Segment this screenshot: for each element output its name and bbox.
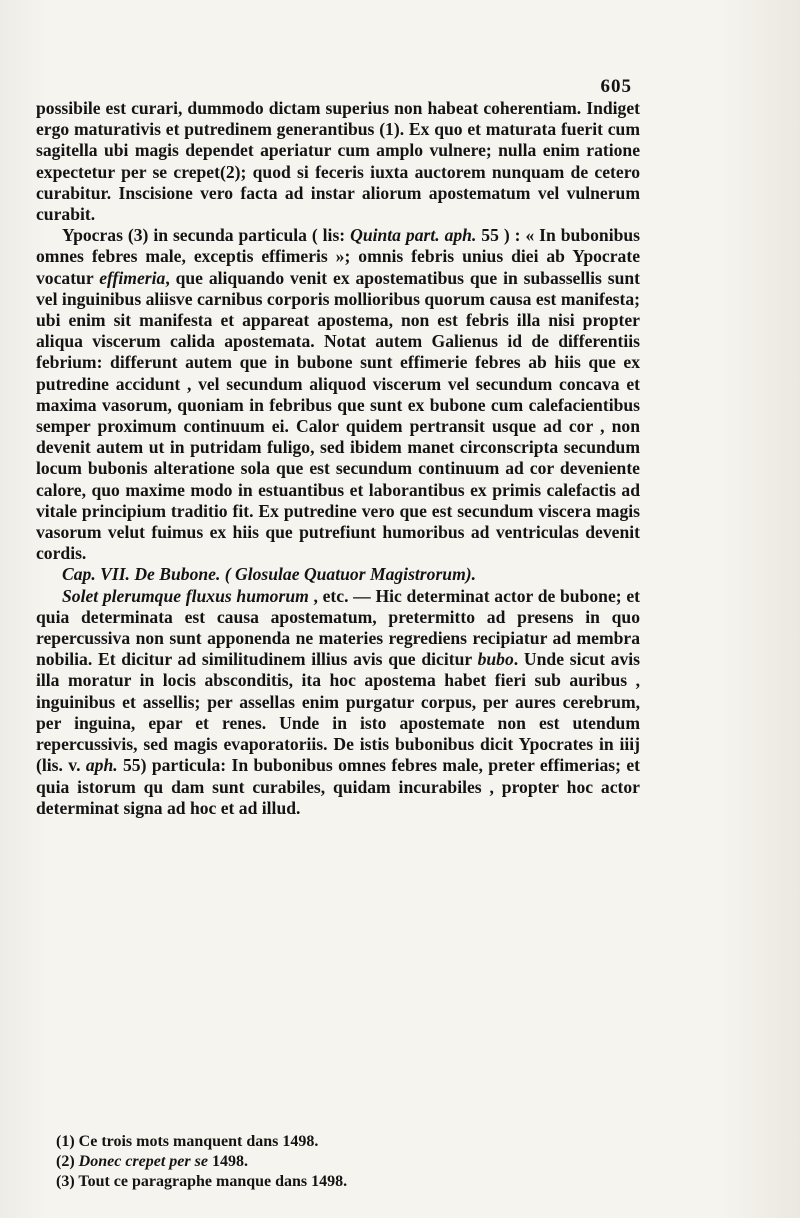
paragraph-2-term: effimeria: [99, 267, 166, 288]
chapter-heading: [36, 564, 640, 585]
footnote-1: [56, 1132, 616, 1152]
footnote-2: [56, 1152, 616, 1172]
paragraph-3-lead: Solet plerumque fluxus humorum: [62, 585, 309, 606]
paragraph-3-lead-rest: , etc. — Hic determinat actor de bubone; et quia determinata est causa apostematum, pretermitto ad presens in quo repercussiva non sunt apponenda ne materies regrediens recipiatur ad membra nobilia. Et dicitur ad similitudinem illius avis que dicitur: [36, 585, 640, 670]
paragraph-2-ref: Quinta part. aph.: [350, 225, 477, 246]
paragraph-2-rest: , que aliquando venit ex apostematibus que in subassellis sunt vel inguinibus aliisve carnibus corporis mollioribus quorum causa est manifesta; ubi enim sit manifesta et appareat apostema, non est febris illa nisi propter aliqua viscerum calida apostemata. Notat autem Galienus id de differentiis febrium: differunt autem que in bubone sunt effimerie febres ab hiis que ex putredine accidunt , vel secundum aliquod viscerum vel secundum concava et maxima vasorum, quoniam in febribus que sunt ex bubone cum calefacientibus semper proximum continuum ei. Calor quidem pertransit usque ad cor , non devenit autem ut in putridam fuligo, sed ibidem manet circonscripta secundum locum bubonis alteratione sola que est secundum continuum ad cor deveniente calore, quo maxime modo in estuantibus et laborantibus ex primis calefactis ad vitale principium traditio fit. Ex putredine vero que est secundum viscera magis vasorum velut fuimus ex hiis que putrefiunt humoribus ad ventriculas devenit cordis.: [36, 267, 640, 564]
footnote-3: [56, 1172, 616, 1192]
page-number: 605: [600, 76, 632, 97]
paragraph-2-lead: Ypocras (3) in secunda particula ( lis:: [62, 225, 351, 246]
footnote-text: 1498.: [207, 1153, 248, 1170]
paragraph-2: [36, 225, 640, 564]
paragraph-1: possibile est curari, dummodo dictam superius non habeat coherentiam. Indiget ergo maturativis et putredinem generantibus (1). Ex quo et maturata fuerit cum sagitella ubi magis dependet aperiatur cum amplo vulnere; nulla enim ratione expectetur per se crepet(2); quod si feceris iuxta auctorem nunquam de cetero curabitur. Inscisione vero facta ad instar aliorum apostematum vel vulnerum curabit.: [36, 98, 640, 225]
paragraph-3-aph: aph.: [85, 755, 118, 776]
paragraph-3-bubo: bubo: [477, 649, 514, 670]
paragraph-3-end: 55) particula: In bubonibus omnes febres male, preter effimerias; et quia istorum qu dam sunt curabiles, quidam incurabiles , propter hoc actor determinat signa ad hoc et ad illud.: [36, 755, 640, 818]
footnote-mark: (3): [56, 1173, 75, 1190]
footnote-mark: (2): [56, 1153, 75, 1170]
footnotes: [56, 1132, 616, 1192]
footnote-italic: Donec crepet per se: [74, 1153, 208, 1170]
footnote-mark: (1): [56, 1133, 75, 1150]
paragraph-3-middle: . Unde sicut avis illa moratur in locis absconditis, ita hoc apostema habet fieri sub auribus , inguinibus et assellis; per assellas enim purgatur corpus, per aures cerebrum, per inguina, epar et renes. Unde in isto apostemate non est utendum repercussivis, sed magis evaporatoriis. De istis bubonibus dicit Ypocrates in iiij (lis. v.: [36, 649, 640, 776]
main-text: [36, 98, 640, 819]
chapter-heading-text: Cap. VII. De Bubone. ( Glosulae Quatuor Magistrorum).: [62, 564, 477, 585]
paragraph-2-ref-num: 55 ) : « In bubonibus omnes febres male, exceptis effimeris »; omnis febris unius diei ab Ypocrate vocatur: [36, 225, 640, 288]
footnote-text: Ce trois mots manquent dans 1498.: [74, 1133, 319, 1150]
paragraph-3: [36, 586, 640, 819]
footnote-text: Tout ce paragraphe manque dans 1498.: [74, 1173, 348, 1190]
